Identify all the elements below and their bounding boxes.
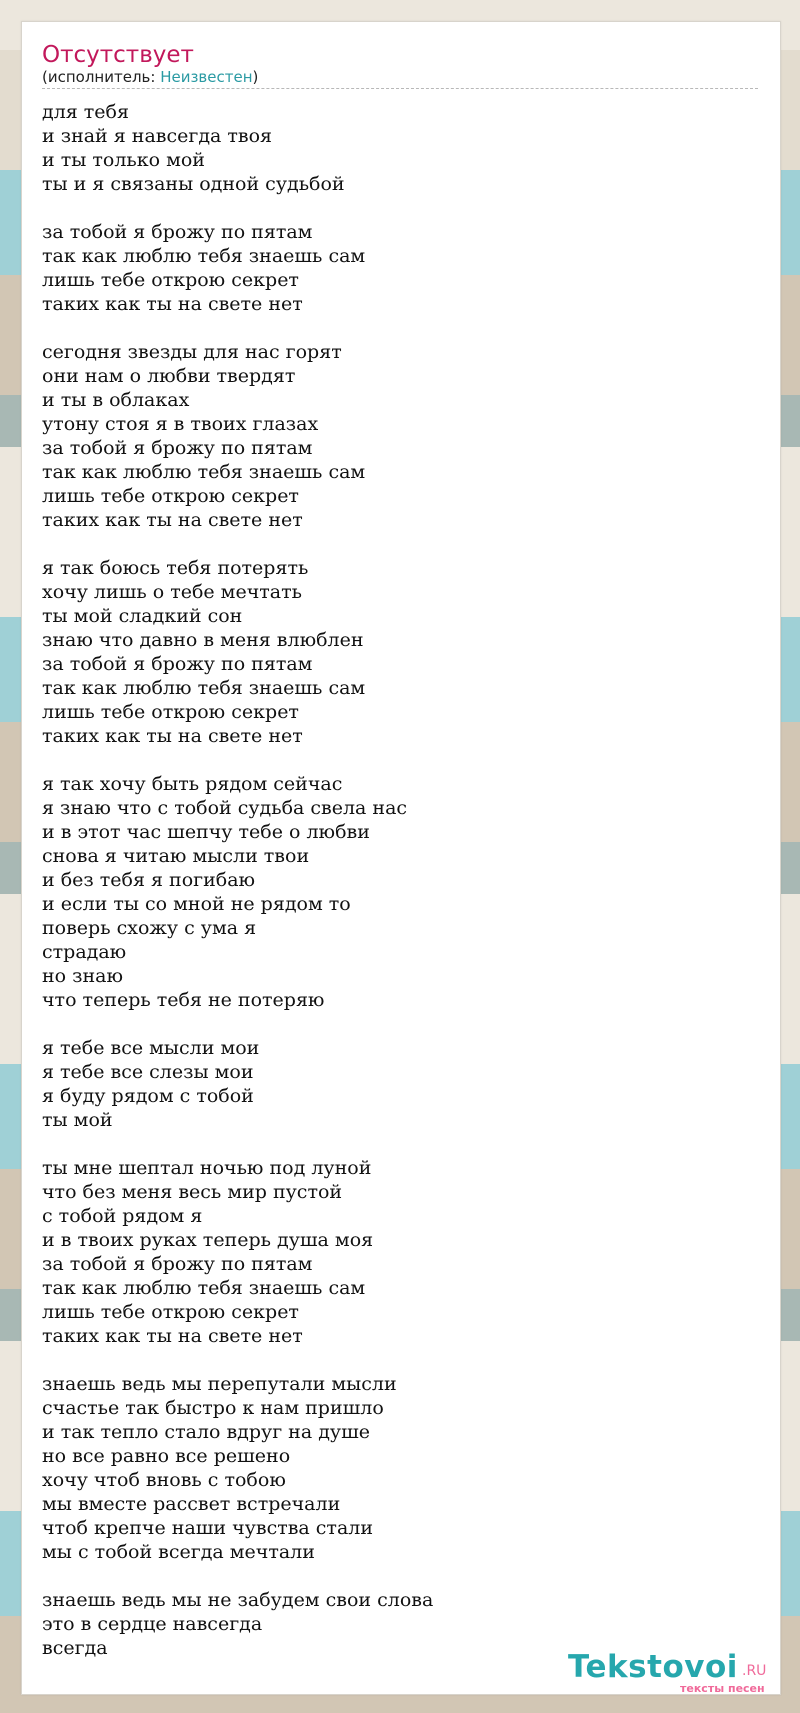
lyric-line: таких как ты на свете нет — [42, 725, 303, 747]
lyrics-card — [21, 21, 781, 1695]
lyric-line: с тобой рядом я — [42, 1205, 203, 1227]
lyric-line: хочу чтоб вновь с тобою — [42, 1469, 286, 1491]
lyric-line: лишь тебе открою секрет — [42, 269, 299, 291]
lyric-line: ты мой — [42, 1109, 113, 1131]
artist-line — [42, 68, 758, 86]
lyric-line: знаю что давно в меня влюблен — [42, 629, 364, 651]
lyric-line: что без меня весь мир пустой — [42, 1181, 343, 1203]
lyric-line: мы вместе рассвет встречали — [42, 1493, 341, 1515]
lyric-line: страдаю — [42, 941, 127, 963]
lyric-line: так как люблю тебя знаешь сам — [42, 245, 366, 267]
lyric-line: лишь тебе открою секрет — [42, 1301, 299, 1323]
lyric-line: так как люблю тебя знаешь сам — [42, 461, 366, 483]
lyric-line: лишь тебе открою секрет — [42, 701, 299, 723]
lyric-line: хочу лишь о тебе мечтать — [42, 581, 302, 603]
lyric-line: знаешь ведь мы перепутали мысли — [42, 1373, 397, 1395]
lyric-line: ты мне шептал ночью под луной — [42, 1157, 372, 1179]
lyric-line: я так хочу быть рядом сейчас — [42, 773, 343, 795]
lyric-line: поверь схожу с ума я — [42, 917, 257, 939]
song-title: Отсутствует — [42, 42, 194, 68]
lyrics-text — [42, 100, 758, 1684]
lyric-line: это в сердце навсегда — [42, 1613, 263, 1635]
lyric-line: но все равно все решено — [42, 1445, 291, 1467]
logo-tagline: тексты песен — [680, 1682, 765, 1695]
lyric-line: всегда — [42, 1637, 108, 1659]
lyric-line: и в этот час шепчу тебе о любви — [42, 821, 370, 843]
lyric-line: ты мой сладкий сон — [42, 605, 243, 627]
lyric-line: для тебя — [42, 101, 129, 123]
lyric-line: мы с тобой всегда мечтали — [42, 1541, 315, 1563]
lyric-line: таких как ты на свете нет — [42, 509, 303, 531]
artist-suffix: ) — [252, 68, 259, 86]
artist-link[interactable]: Неизвестен — [160, 68, 253, 86]
lyrics-stanza — [42, 100, 758, 196]
lyric-line: и так тепло стало вдруг на душе — [42, 1421, 371, 1443]
lyrics-stanza — [42, 1036, 758, 1132]
lyric-line: таких как ты на свете нет — [42, 1325, 303, 1347]
lyric-line: лишь тебе открою секрет — [42, 485, 299, 507]
lyrics-stanza — [42, 1372, 758, 1564]
lyric-line: и если ты со мной не рядом то — [42, 893, 351, 915]
lyric-line: чтоб крепче наши чувства стали — [42, 1517, 374, 1539]
lyric-line: за тобой я брожу по пятам — [42, 653, 313, 675]
lyric-line: знаешь ведь мы не забудем свои слова — [42, 1589, 434, 1611]
lyric-line: я буду рядом с тобой — [42, 1085, 254, 1107]
lyric-line: так как люблю тебя знаешь сам — [42, 1277, 366, 1299]
lyric-line: ты и я связаны одной судьбой — [42, 173, 345, 195]
logo-tld: .RU — [742, 1663, 767, 1679]
artist-prefix: (исполнитель: — [42, 68, 161, 86]
lyric-line: за тобой я брожу по пятам — [42, 437, 313, 459]
lyrics-stanza — [42, 1156, 758, 1348]
lyric-line: таких как ты на свете нет — [42, 293, 303, 315]
lyric-line: но знаю — [42, 965, 124, 987]
lyrics-stanza — [42, 220, 758, 316]
lyrics-stanza — [42, 772, 758, 1012]
lyric-line: за тобой я брожу по пятам — [42, 1253, 313, 1275]
lyric-line: я тебе все мысли мои — [42, 1037, 260, 1059]
site-logo[interactable] — [568, 1649, 768, 1695]
lyric-line: что теперь тебя не потеряю — [42, 989, 325, 1011]
song-header — [42, 42, 758, 89]
lyric-line: и без тебя я погибаю — [42, 869, 256, 891]
lyric-line: так как люблю тебя знаешь сам — [42, 677, 366, 699]
lyrics-stanza — [42, 556, 758, 748]
lyric-line: за тобой я брожу по пятам — [42, 221, 313, 243]
logo-wordmark: Tekstovoi — [568, 1649, 738, 1685]
lyric-line: и ты в облаках — [42, 389, 190, 411]
lyric-line: снова я читаю мысли твои — [42, 845, 310, 867]
lyric-line: они нам о любви твердят — [42, 365, 296, 387]
lyric-line: сегодня звезды для нас горят — [42, 341, 342, 363]
lyric-line: счастье так быстро к нам пришло — [42, 1397, 384, 1419]
lyric-line: и ты только мой — [42, 149, 205, 171]
lyrics-stanza — [42, 340, 758, 532]
lyric-line: я тебе все слезы мои — [42, 1061, 254, 1083]
lyric-line: и знай я навсегда твоя — [42, 125, 273, 147]
lyric-line: утону стоя я в твоих глазах — [42, 413, 319, 435]
lyric-line: и в твоих руках теперь душа моя — [42, 1229, 374, 1251]
lyric-line: я знаю что с тобой судьба свела нас — [42, 797, 408, 819]
lyric-line: я так боюсь тебя потерять — [42, 557, 309, 579]
